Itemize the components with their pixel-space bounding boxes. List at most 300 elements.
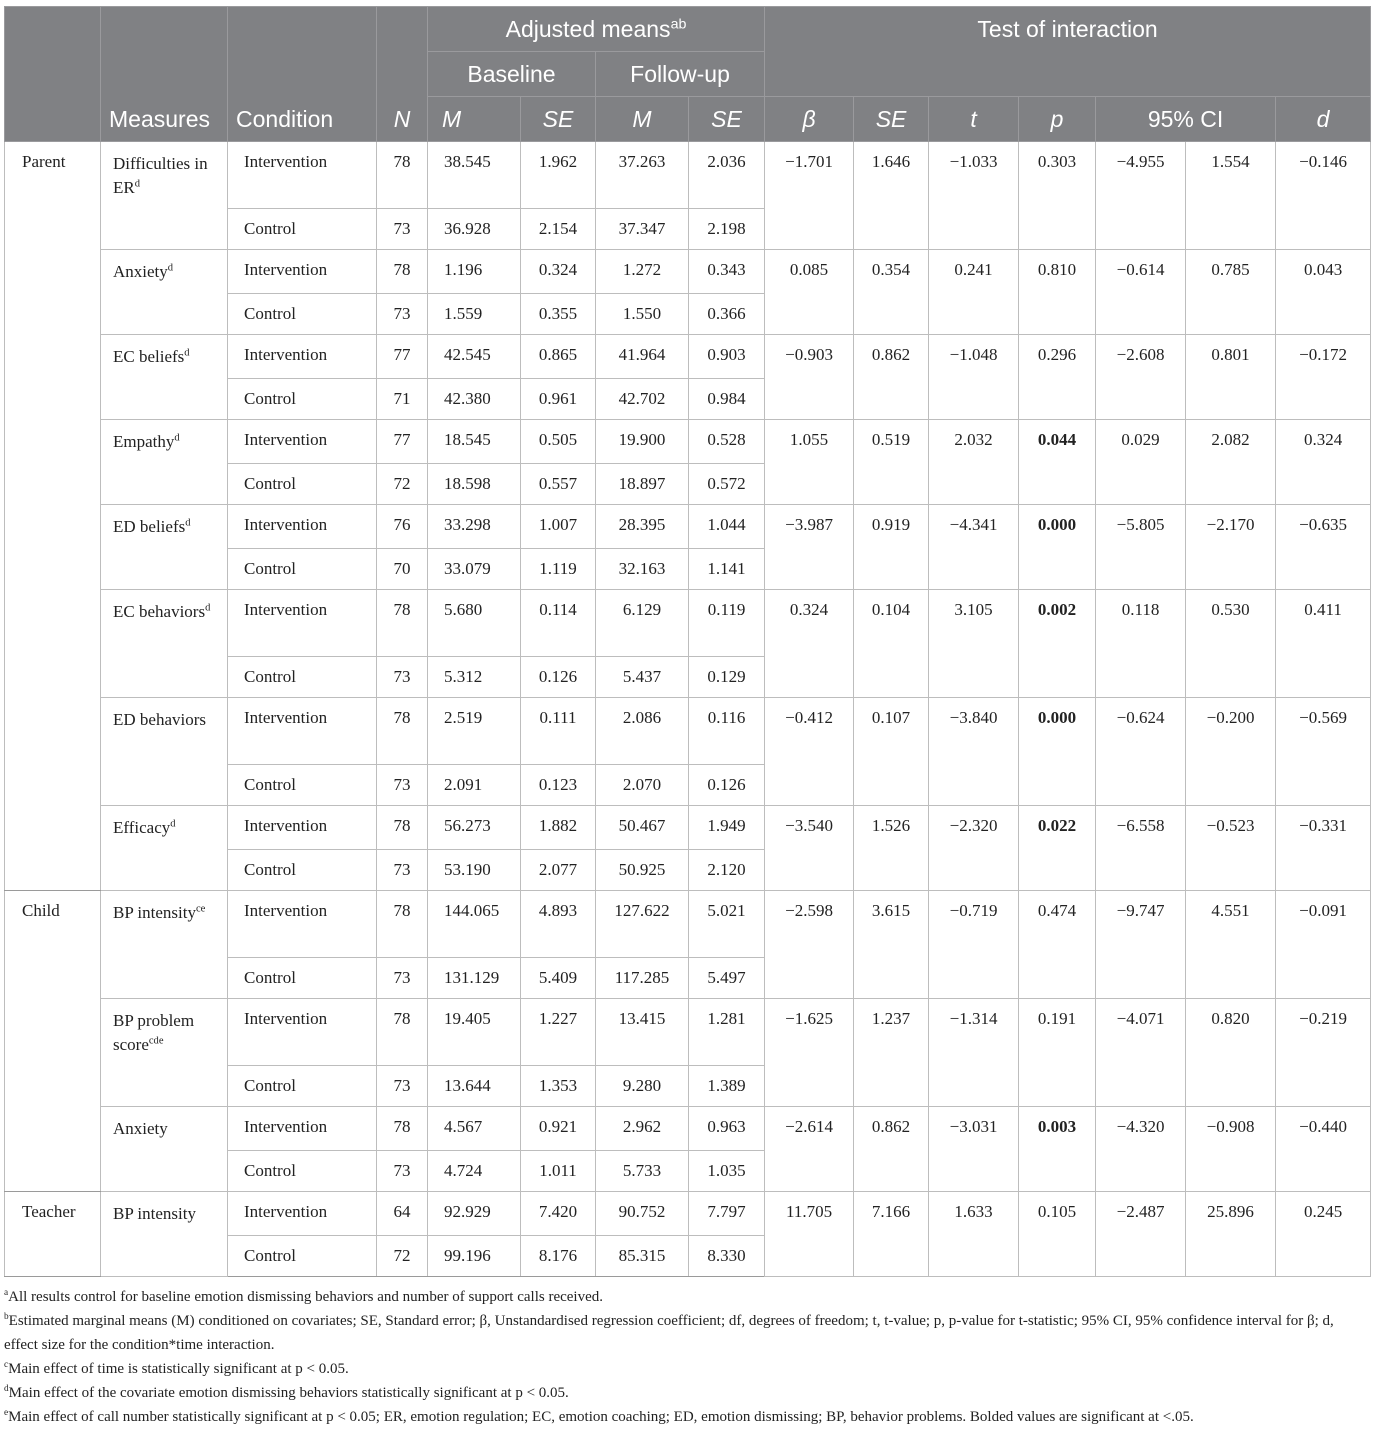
followup-m-cell: 1.550 bbox=[596, 294, 689, 335]
baseline-m-cell: 144.065 bbox=[428, 891, 521, 958]
condition-cell: Control bbox=[228, 1066, 377, 1107]
d-cell: −0.569 bbox=[1276, 698, 1371, 806]
ci-lower-cell: −2.487 bbox=[1096, 1192, 1186, 1277]
baseline-m-cell: 19.405 bbox=[428, 999, 521, 1066]
beta-cell: 11.705 bbox=[765, 1192, 854, 1277]
table-row bbox=[5, 999, 1371, 1066]
baseline-m-cell: 92.929 bbox=[428, 1192, 521, 1236]
ci-upper-cell: 2.082 bbox=[1186, 420, 1276, 505]
test-se-cell: 0.862 bbox=[854, 335, 929, 420]
followup-m-cell: 2.086 bbox=[596, 698, 689, 765]
condition-cell: Intervention bbox=[228, 590, 377, 657]
baseline-se-cell: 2.077 bbox=[521, 850, 596, 891]
t-cell: −3.031 bbox=[929, 1107, 1019, 1192]
measure-footnote-mark: d bbox=[185, 517, 191, 529]
test-se-cell: 0.104 bbox=[854, 590, 929, 698]
measure-name: Efficacy bbox=[113, 818, 171, 837]
table-row bbox=[5, 698, 1371, 765]
group-label: Parent bbox=[5, 142, 101, 891]
test-header-spacer bbox=[765, 52, 1371, 97]
followup-m-cell: 19.900 bbox=[596, 420, 689, 464]
followup-se-cell: 1.281 bbox=[689, 999, 765, 1066]
followup-m-cell: 42.702 bbox=[596, 379, 689, 420]
followup-se-cell: 0.129 bbox=[689, 657, 765, 698]
condition-cell: Intervention bbox=[228, 1192, 377, 1236]
baseline-m-cell: 36.928 bbox=[428, 209, 521, 250]
followup-m-cell: 18.897 bbox=[596, 464, 689, 505]
n-cell: 78 bbox=[377, 1107, 428, 1151]
measure-footnote-mark: d bbox=[184, 347, 190, 359]
footnote-text: Main effect of call number statistically significant at p < 0.05; ER, emotion regulation; EC, emotion coaching; ED, emotion dismissing; BP, behavior problems. Bolded values are significant at <.05. bbox=[8, 1409, 1194, 1425]
condition-cell: Intervention bbox=[228, 999, 377, 1066]
ci-lower-cell: −5.805 bbox=[1096, 505, 1186, 590]
footnote-text: All results control for baseline emotion dismissing behaviors and number of support calls received. bbox=[8, 1289, 604, 1305]
baseline-m-cell: 13.644 bbox=[428, 1066, 521, 1107]
followup-m-cell: 90.752 bbox=[596, 1192, 689, 1236]
baseline-se-cell: 1.007 bbox=[521, 505, 596, 549]
n-cell: 73 bbox=[377, 765, 428, 806]
ci-upper-cell: 0.820 bbox=[1186, 999, 1276, 1107]
test-of-interaction-header: Test of interaction bbox=[765, 7, 1371, 52]
baseline-m-cell: 1.196 bbox=[428, 250, 521, 294]
condition-header: Condition bbox=[228, 7, 377, 142]
beta-cell: −3.987 bbox=[765, 505, 854, 590]
t-cell: −1.033 bbox=[929, 142, 1019, 250]
n-cell: 73 bbox=[377, 1066, 428, 1107]
measure-name: BP problem score bbox=[113, 1011, 195, 1054]
followup-se-cell: 0.119 bbox=[689, 590, 765, 657]
d-cell: −0.219 bbox=[1276, 999, 1371, 1107]
condition-cell: Control bbox=[228, 209, 377, 250]
condition-cell: Control bbox=[228, 850, 377, 891]
measures-header: Measures bbox=[101, 7, 228, 142]
n-cell: 78 bbox=[377, 806, 428, 850]
measure-label bbox=[101, 335, 228, 420]
measure-name: Difficulties in ER bbox=[113, 154, 208, 197]
baseline-se-cell: 0.505 bbox=[521, 420, 596, 464]
table-row bbox=[5, 1192, 1371, 1236]
ci-upper-cell: 4.551 bbox=[1186, 891, 1276, 999]
ci-lower-cell: −9.747 bbox=[1096, 891, 1186, 999]
baseline-m-cell: 18.598 bbox=[428, 464, 521, 505]
n-cell: 78 bbox=[377, 250, 428, 294]
followup-m-cell: 5.733 bbox=[596, 1151, 689, 1192]
condition-cell: Intervention bbox=[228, 420, 377, 464]
baseline-se-header: SE bbox=[521, 97, 596, 142]
table-row bbox=[5, 250, 1371, 294]
followup-se-cell: 0.366 bbox=[689, 294, 765, 335]
p-cell: 0.002 bbox=[1019, 590, 1096, 698]
followup-se-cell: 0.903 bbox=[689, 335, 765, 379]
p-cell: 0.000 bbox=[1019, 698, 1096, 806]
followup-se-cell: 1.141 bbox=[689, 549, 765, 590]
p-cell: 0.044 bbox=[1019, 420, 1096, 505]
baseline-se-cell: 0.111 bbox=[521, 698, 596, 765]
test-se-cell: 1.237 bbox=[854, 999, 929, 1107]
d-cell: −0.091 bbox=[1276, 891, 1371, 999]
condition-cell: Control bbox=[228, 464, 377, 505]
measure-name: EC behaviors bbox=[113, 602, 206, 621]
baseline-se-cell: 1.882 bbox=[521, 806, 596, 850]
group-header-blank bbox=[5, 7, 101, 142]
d-cell: 0.411 bbox=[1276, 590, 1371, 698]
baseline-m-cell: 2.091 bbox=[428, 765, 521, 806]
p-cell: 0.191 bbox=[1019, 999, 1096, 1107]
beta-cell: −3.540 bbox=[765, 806, 854, 891]
n-cell: 78 bbox=[377, 590, 428, 657]
adjusted-means-label: Adjusted means bbox=[505, 15, 671, 42]
baseline-se-cell: 0.324 bbox=[521, 250, 596, 294]
followup-se-cell: 0.984 bbox=[689, 379, 765, 420]
followup-m-cell: 2.962 bbox=[596, 1107, 689, 1151]
group-label: Child bbox=[5, 891, 101, 1192]
test-se-cell: 0.107 bbox=[854, 698, 929, 806]
footnote-mark: b bbox=[4, 1312, 9, 1322]
test-se-cell: 7.166 bbox=[854, 1192, 929, 1277]
n-cell: 77 bbox=[377, 335, 428, 379]
ci-header: 95% CI bbox=[1096, 97, 1276, 142]
test-se-cell: 1.646 bbox=[854, 142, 929, 250]
measure-footnote-mark: d bbox=[134, 178, 140, 190]
baseline-se-cell: 1.011 bbox=[521, 1151, 596, 1192]
measure-footnote-mark: cde bbox=[148, 1035, 164, 1047]
measure-label bbox=[101, 420, 228, 505]
baseline-m-cell: 4.724 bbox=[428, 1151, 521, 1192]
table-body bbox=[5, 142, 1371, 1277]
ci-lower-cell: −2.608 bbox=[1096, 335, 1186, 420]
followup-se-cell: 0.116 bbox=[689, 698, 765, 765]
baseline-se-cell: 0.355 bbox=[521, 294, 596, 335]
followup-m-cell: 2.070 bbox=[596, 765, 689, 806]
baseline-header: Baseline bbox=[428, 52, 596, 97]
condition-cell: Intervention bbox=[228, 142, 377, 209]
condition-cell: Intervention bbox=[228, 250, 377, 294]
t-cell: 0.241 bbox=[929, 250, 1019, 335]
condition-cell: Intervention bbox=[228, 335, 377, 379]
ci-upper-cell: −0.200 bbox=[1186, 698, 1276, 806]
table-header bbox=[5, 7, 1371, 142]
ci-lower-cell: −4.071 bbox=[1096, 999, 1186, 1107]
beta-cell: −0.903 bbox=[765, 335, 854, 420]
followup-se-cell: 5.021 bbox=[689, 891, 765, 958]
baseline-se-cell: 0.921 bbox=[521, 1107, 596, 1151]
measure-label bbox=[101, 891, 228, 999]
footnote-mark: c bbox=[4, 1360, 9, 1370]
followup-se-cell: 5.497 bbox=[689, 958, 765, 999]
table-row bbox=[5, 420, 1371, 464]
measure-footnote-mark: d bbox=[167, 262, 174, 274]
measure-footnote-mark: ce bbox=[195, 903, 206, 915]
condition-cell: Control bbox=[228, 294, 377, 335]
followup-m-cell: 85.315 bbox=[596, 1236, 689, 1277]
test-se-cell: 1.526 bbox=[854, 806, 929, 891]
baseline-se-cell: 0.865 bbox=[521, 335, 596, 379]
n-cell: 73 bbox=[377, 958, 428, 999]
n-cell: 72 bbox=[377, 1236, 428, 1277]
ci-lower-cell: −4.320 bbox=[1096, 1107, 1186, 1192]
n-cell: 73 bbox=[377, 1151, 428, 1192]
baseline-se-cell: 1.227 bbox=[521, 999, 596, 1066]
p-cell: 0.000 bbox=[1019, 505, 1096, 590]
test-se-header: SE bbox=[854, 97, 929, 142]
followup-se-cell: 0.528 bbox=[689, 420, 765, 464]
n-cell: 77 bbox=[377, 420, 428, 464]
n-cell: 78 bbox=[377, 999, 428, 1066]
d-cell: −0.146 bbox=[1276, 142, 1371, 250]
condition-cell: Intervention bbox=[228, 891, 377, 958]
baseline-se-cell: 0.126 bbox=[521, 657, 596, 698]
n-cell: 73 bbox=[377, 209, 428, 250]
ci-upper-cell: 1.554 bbox=[1186, 142, 1276, 250]
t-cell: 1.633 bbox=[929, 1192, 1019, 1277]
table-row bbox=[5, 335, 1371, 379]
t-cell: −1.048 bbox=[929, 335, 1019, 420]
measure-label bbox=[101, 806, 228, 891]
d-cell: 0.043 bbox=[1276, 250, 1371, 335]
footnote-text: Main effect of the covariate emotion dismissing behaviors statistically significant at p < 0.05. bbox=[8, 1385, 569, 1401]
followup-se-cell: 0.963 bbox=[689, 1107, 765, 1151]
followup-m-cell: 9.280 bbox=[596, 1066, 689, 1107]
followup-m-cell: 50.467 bbox=[596, 806, 689, 850]
ci-lower-cell: −4.955 bbox=[1096, 142, 1186, 250]
footnote bbox=[4, 1285, 1370, 1309]
ci-upper-cell: −0.523 bbox=[1186, 806, 1276, 891]
baseline-m-cell: 18.545 bbox=[428, 420, 521, 464]
p-cell: 0.810 bbox=[1019, 250, 1096, 335]
followup-m-cell: 1.272 bbox=[596, 250, 689, 294]
condition-cell: Control bbox=[228, 1236, 377, 1277]
baseline-m-cell: 5.312 bbox=[428, 657, 521, 698]
measure-name: BP intensity bbox=[113, 903, 196, 922]
beta-header: β bbox=[765, 97, 854, 142]
t-cell: −3.840 bbox=[929, 698, 1019, 806]
followup-m-cell: 37.263 bbox=[596, 142, 689, 209]
followup-se-cell: 0.572 bbox=[689, 464, 765, 505]
footnote-mark: a bbox=[4, 1288, 9, 1298]
ci-lower-cell: 0.118 bbox=[1096, 590, 1186, 698]
measure-name: BP intensity bbox=[113, 1204, 196, 1223]
measure-label bbox=[101, 1192, 228, 1277]
measure-name: Anxiety bbox=[113, 262, 168, 281]
footnote-mark: d bbox=[4, 1384, 9, 1394]
baseline-se-cell: 4.893 bbox=[521, 891, 596, 958]
measure-footnote-mark: d bbox=[170, 818, 176, 830]
test-se-cell: 0.862 bbox=[854, 1107, 929, 1192]
n-cell: 73 bbox=[377, 294, 428, 335]
footnote bbox=[4, 1357, 1370, 1381]
n-cell: 76 bbox=[377, 505, 428, 549]
d-cell: 0.245 bbox=[1276, 1192, 1371, 1277]
table-row bbox=[5, 891, 1371, 958]
t-cell: 2.032 bbox=[929, 420, 1019, 505]
followup-m-cell: 28.395 bbox=[596, 505, 689, 549]
baseline-m-cell: 99.196 bbox=[428, 1236, 521, 1277]
d-cell: −0.440 bbox=[1276, 1107, 1371, 1192]
p-cell: 0.003 bbox=[1019, 1107, 1096, 1192]
n-cell: 78 bbox=[377, 142, 428, 209]
ci-upper-cell: 0.801 bbox=[1186, 335, 1276, 420]
n-cell: 72 bbox=[377, 464, 428, 505]
footnote-text: Main effect of time is statistically significant at p < 0.05. bbox=[8, 1361, 349, 1377]
followup-m-cell: 32.163 bbox=[596, 549, 689, 590]
baseline-se-cell: 0.114 bbox=[521, 590, 596, 657]
footnote bbox=[4, 1405, 1370, 1429]
baseline-m-cell: 5.680 bbox=[428, 590, 521, 657]
baseline-m-cell: 131.129 bbox=[428, 958, 521, 999]
t-cell: −1.314 bbox=[929, 999, 1019, 1107]
footnotes bbox=[4, 1285, 1370, 1429]
followup-m-cell: 50.925 bbox=[596, 850, 689, 891]
measure-label bbox=[101, 142, 228, 250]
table-row bbox=[5, 142, 1371, 209]
baseline-m-cell: 2.519 bbox=[428, 698, 521, 765]
ci-lower-cell: −0.624 bbox=[1096, 698, 1186, 806]
n-cell: 70 bbox=[377, 549, 428, 590]
baseline-m-header: M bbox=[428, 97, 521, 142]
baseline-m-cell: 4.567 bbox=[428, 1107, 521, 1151]
followup-m-cell: 6.129 bbox=[596, 590, 689, 657]
ci-upper-cell: 0.530 bbox=[1186, 590, 1276, 698]
ci-upper-cell: 25.896 bbox=[1186, 1192, 1276, 1277]
followup-header: Follow-up bbox=[596, 52, 765, 97]
t-cell: −4.341 bbox=[929, 505, 1019, 590]
t-cell: −2.320 bbox=[929, 806, 1019, 891]
n-cell: 73 bbox=[377, 850, 428, 891]
followup-se-cell: 2.036 bbox=[689, 142, 765, 209]
baseline-m-cell: 53.190 bbox=[428, 850, 521, 891]
n-header: N bbox=[377, 7, 428, 142]
beta-cell: −2.598 bbox=[765, 891, 854, 999]
test-se-cell: 0.919 bbox=[854, 505, 929, 590]
ci-upper-cell: 0.785 bbox=[1186, 250, 1276, 335]
measure-name: EC beliefs bbox=[113, 347, 185, 366]
followup-se-cell: 1.389 bbox=[689, 1066, 765, 1107]
beta-cell: 0.085 bbox=[765, 250, 854, 335]
condition-cell: Control bbox=[228, 958, 377, 999]
measure-label bbox=[101, 590, 228, 698]
d-header: d bbox=[1276, 97, 1371, 142]
followup-m-cell: 41.964 bbox=[596, 335, 689, 379]
measure-label bbox=[101, 1107, 228, 1192]
measure-name: Empathy bbox=[113, 432, 175, 451]
followup-se-cell: 0.126 bbox=[689, 765, 765, 806]
ci-upper-cell: −2.170 bbox=[1186, 505, 1276, 590]
followup-se-cell: 2.198 bbox=[689, 209, 765, 250]
baseline-se-cell: 7.420 bbox=[521, 1192, 596, 1236]
condition-cell: Control bbox=[228, 379, 377, 420]
followup-se-header: SE bbox=[689, 97, 765, 142]
d-cell: −0.331 bbox=[1276, 806, 1371, 891]
followup-m-cell: 117.285 bbox=[596, 958, 689, 999]
condition-cell: Control bbox=[228, 1151, 377, 1192]
n-cell: 64 bbox=[377, 1192, 428, 1236]
t-header: t bbox=[929, 97, 1019, 142]
measure-name: ED beliefs bbox=[113, 517, 186, 536]
footnote bbox=[4, 1381, 1370, 1405]
t-cell: −0.719 bbox=[929, 891, 1019, 999]
condition-cell: Control bbox=[228, 657, 377, 698]
beta-cell: −2.614 bbox=[765, 1107, 854, 1192]
followup-se-cell: 2.120 bbox=[689, 850, 765, 891]
followup-m-cell: 127.622 bbox=[596, 891, 689, 958]
measure-name: Anxiety bbox=[113, 1119, 168, 1138]
measure-name: ED behaviors bbox=[113, 710, 207, 729]
n-cell: 78 bbox=[377, 698, 428, 765]
baseline-se-cell: 0.961 bbox=[521, 379, 596, 420]
followup-se-cell: 0.343 bbox=[689, 250, 765, 294]
test-se-cell: 0.354 bbox=[854, 250, 929, 335]
condition-cell: Intervention bbox=[228, 806, 377, 850]
results-table-container bbox=[4, 6, 1370, 1429]
d-cell: 0.324 bbox=[1276, 420, 1371, 505]
beta-cell: −1.625 bbox=[765, 999, 854, 1107]
baseline-m-cell: 33.298 bbox=[428, 505, 521, 549]
adjusted-means-header bbox=[428, 7, 765, 52]
followup-m-cell: 13.415 bbox=[596, 999, 689, 1066]
p-header: p bbox=[1019, 97, 1096, 142]
baseline-m-cell: 42.380 bbox=[428, 379, 521, 420]
followup-se-cell: 7.797 bbox=[689, 1192, 765, 1236]
footnote-text: Estimated marginal means (M) conditioned on covariates; SE, Standard error; β, Unstandardised regression coefficient; df, degrees of freedom; t, t-value; p, p-value for t-statistic; 95% CI, 95% confidence interval for β; d, effect size for the condition*time interaction. bbox=[4, 1313, 1334, 1353]
measure-footnote-mark: d bbox=[174, 432, 180, 444]
condition-cell: Intervention bbox=[228, 505, 377, 549]
condition-cell: Control bbox=[228, 765, 377, 806]
baseline-m-cell: 42.545 bbox=[428, 335, 521, 379]
ci-lower-cell: 0.029 bbox=[1096, 420, 1186, 505]
baseline-se-cell: 0.123 bbox=[521, 765, 596, 806]
ci-lower-cell: −6.558 bbox=[1096, 806, 1186, 891]
beta-cell: −1.701 bbox=[765, 142, 854, 250]
n-cell: 71 bbox=[377, 379, 428, 420]
group-label: Teacher bbox=[5, 1192, 101, 1277]
p-cell: 0.022 bbox=[1019, 806, 1096, 891]
table-row bbox=[5, 505, 1371, 549]
measure-label bbox=[101, 250, 228, 335]
baseline-m-cell: 38.545 bbox=[428, 142, 521, 209]
baseline-se-cell: 8.176 bbox=[521, 1236, 596, 1277]
baseline-se-cell: 1.962 bbox=[521, 142, 596, 209]
p-cell: 0.296 bbox=[1019, 335, 1096, 420]
p-cell: 0.474 bbox=[1019, 891, 1096, 999]
condition-cell: Intervention bbox=[228, 698, 377, 765]
measure-label bbox=[101, 999, 228, 1107]
baseline-se-cell: 1.119 bbox=[521, 549, 596, 590]
beta-cell: 0.324 bbox=[765, 590, 854, 698]
footnote bbox=[4, 1309, 1370, 1357]
table-row bbox=[5, 1107, 1371, 1151]
baseline-se-cell: 2.154 bbox=[521, 209, 596, 250]
baseline-se-cell: 1.353 bbox=[521, 1066, 596, 1107]
baseline-se-cell: 0.557 bbox=[521, 464, 596, 505]
followup-se-cell: 8.330 bbox=[689, 1236, 765, 1277]
test-se-cell: 0.519 bbox=[854, 420, 929, 505]
followup-m-cell: 37.347 bbox=[596, 209, 689, 250]
footnote-mark: e bbox=[4, 1408, 9, 1418]
table-row bbox=[5, 806, 1371, 850]
condition-cell: Intervention bbox=[228, 1107, 377, 1151]
measure-label bbox=[101, 698, 228, 806]
p-cell: 0.303 bbox=[1019, 142, 1096, 250]
test-se-cell: 3.615 bbox=[854, 891, 929, 999]
baseline-m-cell: 33.079 bbox=[428, 549, 521, 590]
baseline-se-cell: 5.409 bbox=[521, 958, 596, 999]
beta-cell: 1.055 bbox=[765, 420, 854, 505]
p-cell: 0.105 bbox=[1019, 1192, 1096, 1277]
d-cell: −0.172 bbox=[1276, 335, 1371, 420]
followup-m-header: M bbox=[596, 97, 689, 142]
t-cell: 3.105 bbox=[929, 590, 1019, 698]
measure-footnote-mark: d bbox=[205, 602, 211, 614]
